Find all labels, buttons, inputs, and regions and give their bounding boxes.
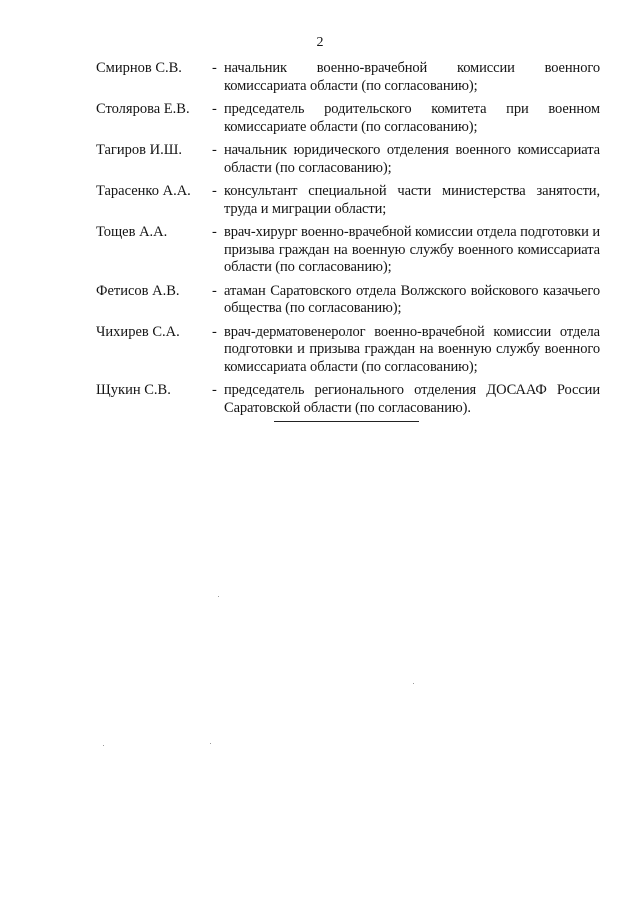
member-name: Столярова Е.В.	[96, 101, 190, 117]
member-role: начальник юридического отделения военного комиссариата области (по согласованию);	[224, 142, 600, 176]
member-row	[96, 60, 600, 95]
member-dash: -	[212, 382, 217, 398]
member-name: Тагиров И.Ш.	[96, 142, 182, 158]
member-dash: -	[212, 60, 217, 76]
member-dash: -	[212, 142, 217, 158]
member-role: врач-хирург военно-врачебной комиссии отдела подготовки и призыва граждан на военную службу военного комиссариата области (по согласованию);	[224, 224, 600, 275]
member-row	[96, 224, 600, 277]
member-row	[96, 101, 600, 136]
member-name: Тощев А.А.	[96, 224, 168, 240]
member-dash: -	[212, 224, 217, 240]
member-name: Щукин С.В.	[96, 382, 171, 398]
page-number: 2	[316, 35, 324, 50]
member-dash: -	[212, 101, 217, 117]
member-role: атаман Саратовского отдела Волжского войскового казачьего общества (по согласованию);	[224, 282, 600, 316]
scan-speck	[218, 596, 219, 597]
member-dash: -	[212, 323, 217, 340]
member-row	[96, 324, 600, 377]
member-role: консультант специальной части министерства занятости, труда и миграции области;	[224, 183, 600, 217]
commission-members-list	[96, 60, 600, 417]
member-name: Чихирев С.А.	[96, 323, 180, 340]
member-name: Фетисов А.В.	[96, 282, 180, 299]
scan-speck	[210, 743, 211, 744]
member-dash: -	[212, 282, 217, 299]
scan-speck	[413, 683, 414, 684]
member-role: начальник военно-врачебной комиссии военного комиссариата области (по согласованию);	[224, 60, 600, 94]
member-row	[96, 382, 600, 417]
member-role: председатель родительского комитета при военном комиссариате области (по согласованию);	[224, 101, 600, 135]
member-row	[96, 142, 600, 177]
member-row	[96, 283, 600, 318]
member-role: председатель регионального отделения ДОСААФ России Саратовской области (по согласованию).	[224, 382, 600, 416]
closing-divider-line	[274, 421, 419, 422]
scan-speck	[103, 745, 104, 746]
member-dash: -	[212, 183, 217, 199]
member-name: Тарасенко А.А.	[96, 183, 191, 199]
member-role: врач-дерматовенеролог военно-врачебной комиссии отдела подготовки и призыва граждан на военную службу военного комиссариата области (по согласованию);	[224, 323, 600, 375]
member-name: Смирнов С.В.	[96, 60, 182, 76]
member-row	[96, 183, 600, 218]
